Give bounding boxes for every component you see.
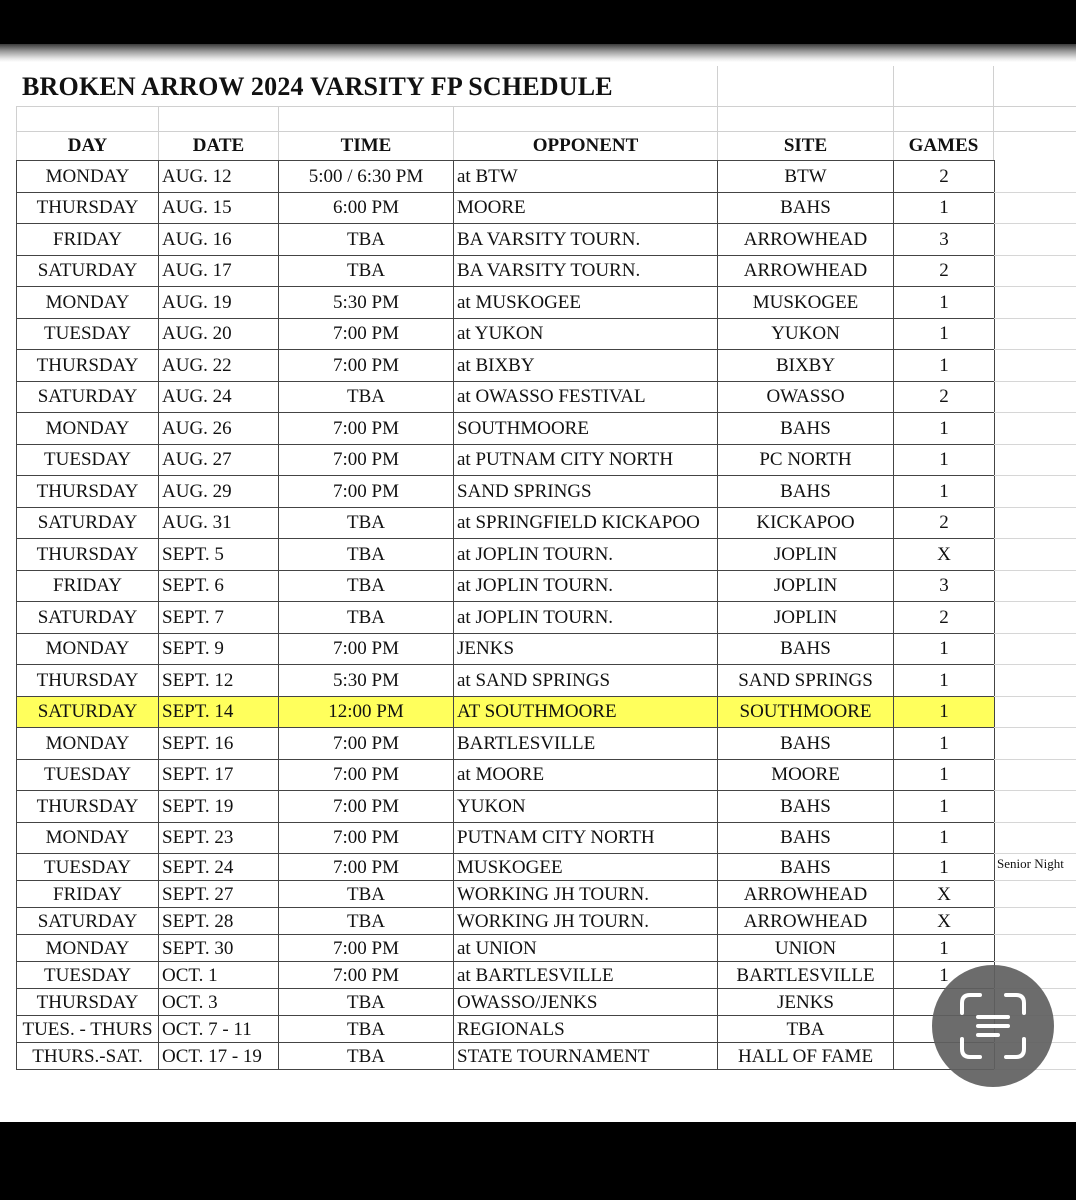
cell-day: THURSDAY [17,192,159,224]
cell-day: FRIDAY [17,881,159,908]
cell-site: BAHS [718,728,894,760]
cell-games: X [894,908,995,935]
cell-date: AUG. 22 [159,350,279,382]
grid-line [994,961,1076,962]
cell-site: HALL OF FAME [718,1043,894,1070]
cell-site: BAHS [718,854,894,881]
cell-time: TBA [279,224,454,256]
table-row [17,413,995,445]
cell-site: BAHS [718,822,894,854]
cell-site: SAND SPRINGS [718,665,894,697]
grid-line [994,475,1076,476]
cell-site: ARROWHEAD [718,255,894,287]
cell-site: SOUTHMOORE [718,696,894,728]
grid-line [993,107,994,131]
cell-date: SEPT. 17 [159,759,279,791]
table-row [17,255,995,287]
cell-day: TUESDAY [17,318,159,350]
cell-games: 2 [894,255,995,287]
cell-site: JOPLIN [718,602,894,634]
column-header-row [16,132,1076,160]
grid-line [994,664,1076,665]
cell-opponent: BA VARSITY TOURN. [454,255,718,287]
cell-games: 1 [894,791,995,823]
table-row [17,444,995,476]
cell-site: JENKS [718,989,894,1016]
cell-date: SEPT. 12 [159,665,279,697]
table-row [17,318,995,350]
cell-time: TBA [279,1016,454,1043]
text-scan-button[interactable] [932,965,1054,1087]
cell-opponent: at JOPLIN TOURN. [454,539,718,571]
cell-opponent: SOUTHMOORE [454,413,718,445]
table-row [17,696,995,728]
cell-games: X [894,881,995,908]
table-row [17,728,995,760]
cell-opponent: OWASSO/JENKS [454,989,718,1016]
grid-line [994,223,1076,224]
cell-date: SEPT. 27 [159,881,279,908]
cell-day: THURS.-SAT. [17,1043,159,1070]
cell-opponent: MUSKOGEE [454,854,718,881]
cell-time: 7:00 PM [279,935,454,962]
cell-time: 7:00 PM [279,962,454,989]
cell-opponent: at SPRINGFIELD KICKAPOO [454,507,718,539]
table-row [17,287,995,319]
cell-site: MUSKOGEE [718,287,894,319]
cell-games: 1 [894,822,995,854]
table-row [17,759,995,791]
cell-opponent: REGIONALS [454,1016,718,1043]
grid-line [994,538,1076,539]
table-row [17,881,995,908]
cell-site: MOORE [718,759,894,791]
cell-date: OCT. 17 - 19 [159,1043,279,1070]
cell-site: JOPLIN [718,570,894,602]
cell-time: TBA [279,1043,454,1070]
table-row [17,507,995,539]
schedule-body [17,161,995,1070]
cell-date: SEPT. 23 [159,822,279,854]
header-time: TIME [278,132,453,160]
grid-line [994,444,1076,445]
table-row [17,381,995,413]
top-shadow [0,44,1076,62]
top-black-bar [0,0,1076,44]
cell-date: AUG. 15 [159,192,279,224]
grid-line [994,633,1076,634]
cell-time: TBA [279,381,454,413]
header-date: DATE [158,132,278,160]
cell-games: 1 [894,962,995,989]
cell-date: AUG. 27 [159,444,279,476]
cell-games: 1 [894,192,995,224]
cell-day: MONDAY [17,728,159,760]
table-row [17,665,995,697]
cell-time: 7:00 PM [279,476,454,508]
grid-line [994,853,1076,854]
cell-opponent: MOORE [454,192,718,224]
cell-opponent: at MOORE [454,759,718,791]
cell-date: SEPT. 6 [159,570,279,602]
cell-day: SATURDAY [17,255,159,287]
cell-time: 7:00 PM [279,444,454,476]
cell-time: 7:00 PM [279,318,454,350]
cell-opponent: at SAND SPRINGS [454,665,718,697]
grid-line [278,107,279,131]
cell-opponent: AT SOUTHMOORE [454,696,718,728]
cell-date: OCT. 1 [159,962,279,989]
cell-day: TUESDAY [17,854,159,881]
cell-opponent: at MUSKOGEE [454,287,718,319]
cell-games: 2 [894,381,995,413]
cell-day: THURSDAY [17,665,159,697]
cell-games: 1 [894,444,995,476]
cell-site: KICKAPOO [718,507,894,539]
cell-games: 1 [894,287,995,319]
cell-day: MONDAY [17,161,159,193]
grid-line [994,507,1076,508]
header-opponent: OPPONENT [453,132,717,160]
table-row [17,476,995,508]
table-row [17,570,995,602]
cell-day: FRIDAY [17,224,159,256]
cell-day: MONDAY [17,633,159,665]
cell-opponent: at PUTNAM CITY NORTH [454,444,718,476]
cell-opponent: at JOPLIN TOURN. [454,570,718,602]
cell-time: 7:00 PM [279,759,454,791]
cell-day: MONDAY [17,822,159,854]
grid-line [994,570,1076,571]
cell-site: BAHS [718,476,894,508]
cell-date: SEPT. 19 [159,791,279,823]
cell-date: SEPT. 24 [159,854,279,881]
grid-line [994,790,1076,791]
cell-day: TUESDAY [17,444,159,476]
cell-date: AUG. 26 [159,413,279,445]
cell-site: TBA [718,1016,894,1043]
cell-day: SATURDAY [17,908,159,935]
cell-opponent: at BARTLESVILLE [454,962,718,989]
grid-line [994,286,1076,287]
cell-games: 3 [894,570,995,602]
cell-site: BIXBY [718,350,894,382]
blank-spreadsheet-row [16,107,1076,132]
cell-date: SEPT. 5 [159,539,279,571]
table-row [17,633,995,665]
grid-line [994,381,1076,382]
schedule-table [16,160,995,1070]
text-scan-icon [956,989,1030,1063]
cell-games: 1 [894,413,995,445]
cell-time: TBA [279,570,454,602]
grid-line [994,727,1076,728]
cell-date: AUG. 17 [159,255,279,287]
cell-date: SEPT. 14 [159,696,279,728]
cell-day: TUESDAY [17,962,159,989]
cell-site: ARROWHEAD [718,881,894,908]
cell-date: SEPT. 16 [159,728,279,760]
table-row [17,350,995,382]
cell-day: SATURDAY [17,696,159,728]
cell-day: MONDAY [17,935,159,962]
cell-site: JOPLIN [718,539,894,571]
table-row [17,822,995,854]
grid-line [994,318,1076,319]
cell-games: 1 [894,696,995,728]
title-row [16,66,1076,107]
cell-time: TBA [279,255,454,287]
cell-site: BAHS [718,413,894,445]
grid-line [717,66,718,106]
grid-line [994,412,1076,413]
cell-games: 3 [894,224,995,256]
cell-time: 7:00 PM [279,350,454,382]
cell-day: TUES. - THURS [17,1016,159,1043]
cell-day: THURSDAY [17,989,159,1016]
cell-time: 5:30 PM [279,665,454,697]
cell-opponent: YUKON [454,791,718,823]
cell-opponent: at BIXBY [454,350,718,382]
cell-site: OWASSO [718,381,894,413]
grid-line [994,192,1076,193]
cell-time: 7:00 PM [279,728,454,760]
cell-site: BAHS [718,791,894,823]
cell-date: AUG. 31 [159,507,279,539]
cell-site: BAHS [718,192,894,224]
table-row [17,989,995,1016]
grid-line [994,601,1076,602]
senior-night-note: Senior Night [997,856,1064,871]
cell-games: 1 [894,935,995,962]
cell-time: TBA [279,989,454,1016]
cell-opponent: at OWASSO FESTIVAL [454,381,718,413]
cell-time: TBA [279,881,454,908]
cell-games: 2 [894,507,995,539]
cell-time: 7:00 PM [279,413,454,445]
cell-time: 12:00 PM [279,696,454,728]
grid-line [158,107,159,131]
cell-date: AUG. 20 [159,318,279,350]
cell-date: AUG. 24 [159,381,279,413]
table-row [17,791,995,823]
cell-time: TBA [279,539,454,571]
table-row [17,224,995,256]
cell-site: YUKON [718,318,894,350]
grid-line [893,66,894,106]
grid-line [994,696,1076,697]
header-games: GAMES [893,132,993,160]
grid-line [994,759,1076,760]
cell-games: 2 [894,161,995,193]
cell-time: TBA [279,908,454,935]
cell-games: 2 [894,602,995,634]
cell-date: SEPT. 28 [159,908,279,935]
cell-opponent: at YUKON [454,318,718,350]
cell-opponent: SAND SPRINGS [454,476,718,508]
grid-line [453,107,454,131]
grid-line [994,349,1076,350]
cell-day: SATURDAY [17,381,159,413]
cell-date: AUG. 29 [159,476,279,508]
header-day: DAY [16,132,158,160]
cell-games: 1 [894,728,995,760]
table-row [17,935,995,962]
cell-day: MONDAY [17,413,159,445]
grid-line [994,907,1076,908]
table-row [17,854,995,881]
cell-day: TUESDAY [17,759,159,791]
schedule-title: BROKEN ARROW 2024 VARSITY FP SCHEDULE [22,72,613,101]
grid-line [893,107,894,131]
table-row [17,1016,995,1043]
cell-date: AUG. 12 [159,161,279,193]
cell-opponent: BA VARSITY TOURN. [454,224,718,256]
cell-time: TBA [279,507,454,539]
grid-line [717,107,718,131]
cell-day: MONDAY [17,287,159,319]
cell-time: 7:00 PM [279,854,454,881]
cell-opponent: at BTW [454,161,718,193]
cell-day: SATURDAY [17,602,159,634]
grid-line [994,880,1076,881]
grid-line [994,934,1076,935]
cell-site: BARTLESVILLE [718,962,894,989]
grid-line [16,107,17,131]
cell-date: SEPT. 30 [159,935,279,962]
cell-opponent: JENKS [454,633,718,665]
cell-day: THURSDAY [17,350,159,382]
cell-site: UNION [718,935,894,962]
cell-games: 1 [894,759,995,791]
cell-opponent: PUTNAM CITY NORTH [454,822,718,854]
cell-time: 6:00 PM [279,192,454,224]
cell-games: 1 [894,633,995,665]
cell-site: ARROWHEAD [718,224,894,256]
cell-opponent: at JOPLIN TOURN. [454,602,718,634]
cell-site: BAHS [718,633,894,665]
table-row [17,192,995,224]
cell-site: BTW [718,161,894,193]
grid-line [993,66,994,106]
cell-opponent: BARTLESVILLE [454,728,718,760]
table-row [17,161,995,193]
cell-site: PC NORTH [718,444,894,476]
table-row [17,962,995,989]
cell-opponent: WORKING JH TOURN. [454,881,718,908]
table-row [17,602,995,634]
cell-games: 1 [894,854,995,881]
cell-day: SATURDAY [17,507,159,539]
cell-games: 1 [894,476,995,508]
header-blank [993,132,1076,160]
cell-games: 1 [894,350,995,382]
cell-date: OCT. 7 - 11 [159,1016,279,1043]
cell-date: SEPT. 7 [159,602,279,634]
cell-time: TBA [279,602,454,634]
cell-date: AUG. 16 [159,224,279,256]
cell-day: THURSDAY [17,539,159,571]
cell-time: 7:00 PM [279,633,454,665]
header-site: SITE [717,132,893,160]
cell-day: THURSDAY [17,476,159,508]
cell-opponent: at UNION [454,935,718,962]
cell-day: FRIDAY [17,570,159,602]
cell-time: 7:00 PM [279,822,454,854]
cell-games: X [894,539,995,571]
cell-games: 1 [894,318,995,350]
cell-site: ARROWHEAD [718,908,894,935]
cell-time: 5:00 / 6:30 PM [279,161,454,193]
table-row [17,1043,995,1070]
table-row [17,908,995,935]
bottom-black-bar [0,1122,1076,1200]
cell-opponent: WORKING JH TOURN. [454,908,718,935]
cell-time: 7:00 PM [279,791,454,823]
grid-line [994,822,1076,823]
table-row [17,539,995,571]
cell-opponent: STATE TOURNAMENT [454,1043,718,1070]
cell-date: AUG. 19 [159,287,279,319]
cell-day: THURSDAY [17,791,159,823]
cell-games: 1 [894,665,995,697]
cell-date: OCT. 3 [159,989,279,1016]
grid-line [994,255,1076,256]
cell-time: 5:30 PM [279,287,454,319]
cell-date: SEPT. 9 [159,633,279,665]
